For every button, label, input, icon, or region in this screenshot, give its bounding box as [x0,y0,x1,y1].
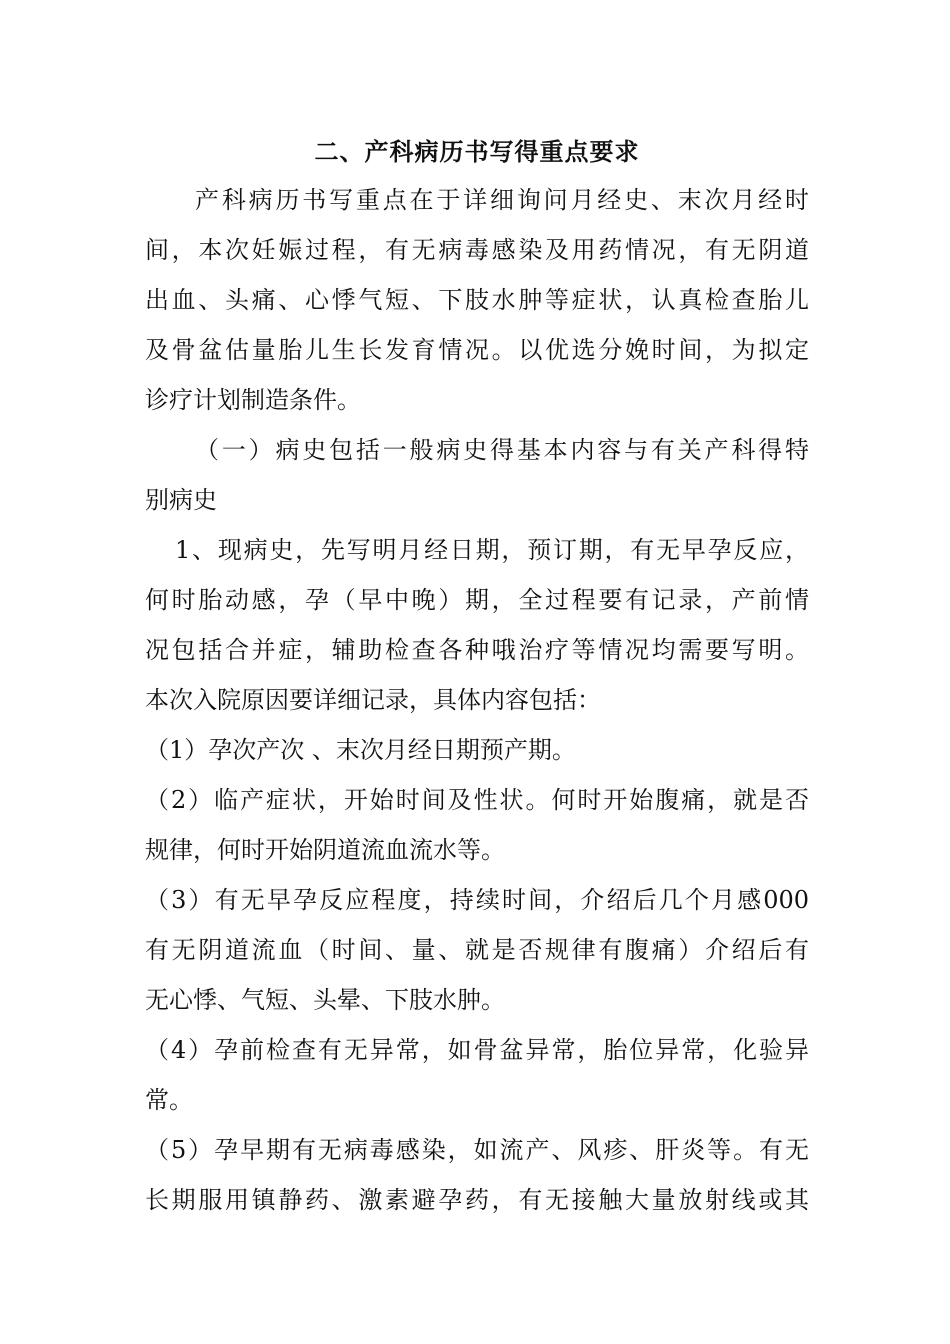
list-item-line: 有无阴道流血（时间、量、就是否规律有腹痛）介绍后有 [145,936,809,964]
list-item-line: （3）有无早孕反应程度，持续时间，介绍后几个月感000 [145,886,809,914]
list-item-line: （4）孕前检查有无异常，如骨盆异常，胎位异常，化验异 [145,1036,809,1064]
document-page [145,0,809,1344]
list-item-line: 无心悸、气短、头晕、下肢水肿。 [145,986,505,1014]
paragraph-line: （一）病史包括一般病史得基本内容与有关产科得特 [195,436,809,464]
list-item-line: （2）临产症状，开始时间及性状。何时开始腹痛，就是否 [145,786,809,814]
list-item-line: 规律，何时开始阴道流血流水等。 [145,836,505,864]
paragraph-line: 诊疗计划制造条件。 [145,386,361,414]
paragraph-line: 及骨盆估量胎儿生长发育情况。以优选分娩时间，为拟定 [145,336,809,364]
paragraph-line: 出血、头痛、心悸气短、下肢水肿等症状，认真检查胎儿 [145,286,809,314]
paragraph-line: 别病史 [145,486,217,514]
list-item-line: 常。 [145,1086,193,1114]
list-item-line: （1）孕次产次 、末次月经日期预产期。 [145,736,576,764]
paragraph-line: 况包括合并症，辅助检查各种哦治疗等情况均需要写明。 [145,636,809,664]
list-item-line: 长期服用镇静药、激素避孕药，有无接触大量放射线或其 [145,1186,809,1214]
paragraph-line: 本次入院原因要详细记录，具体内容包括： [145,686,601,714]
paragraph-line: 间，本次妊娠过程，有无病毒感染及用药情况，有无阴道 [145,236,809,264]
paragraph-line: 1、现病史，先写明月经日期，预订期，有无早孕反应， [175,536,809,564]
list-item-line: （5）孕早期有无病毒感染，如流产、风疹、肝炎等。有无 [145,1136,809,1164]
paragraph-line: 何时胎动感，孕（早中晚）期，全过程要有记录，产前情 [145,586,809,614]
paragraph-line: 产科病历书写重点在于详细询问月经史、末次月经时 [195,186,809,214]
document-title: 二、产科病历书写得重点要求 [314,137,640,166]
